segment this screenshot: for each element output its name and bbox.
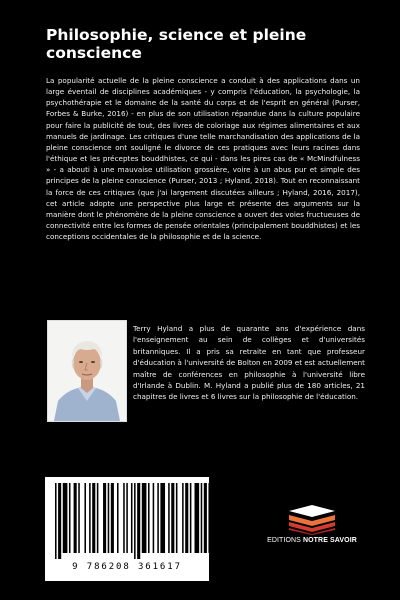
publisher-name: [257, 537, 367, 544]
barcode-bar: [148, 483, 150, 553]
barcode-bar: [84, 483, 86, 553]
barcode-bar: [176, 483, 178, 553]
barcode-bar: [78, 483, 80, 553]
isbn-number: 9 786208 361617: [72, 562, 182, 572]
barcode-bars-image: [45, 477, 209, 561]
barcode-bar: [142, 483, 147, 553]
barcode-bar: [134, 483, 136, 559]
barcode-bar: [182, 483, 184, 553]
book-stack-icon: [287, 501, 337, 535]
author-portrait-image: [48, 321, 126, 421]
barcode-bar: [168, 483, 170, 553]
barcode-bar: [58, 483, 61, 559]
book-title: Philosophie, science et pleine conscience: [46, 26, 307, 62]
publisher-prefix: EDITIONS: [267, 537, 301, 544]
publisher-logo: [257, 497, 367, 557]
barcode-bar: [97, 483, 99, 553]
barcode-bar: [89, 483, 91, 553]
barcode-bar: [131, 483, 133, 553]
barcode-bar: [108, 483, 110, 553]
barcode-bar: [69, 483, 71, 553]
barcode-bar: [63, 483, 68, 553]
barcode-bar: [208, 483, 209, 553]
book-summary: La popularité actuelle de la pleine conscience a conduit à des applications dans un large éventail de disciplines académiques - y compris l'éducation, la psychologie, la psychothérapie et le domaine de la santé du corps et de l'esprit en général (Purser, Forbes & Burke, 2016) - en plus de son utilisation répandue dans la culture populaire pour faire la publicité de tout, des livres de coloriage aux régimes alimentaires et aux manuels de jardinage. Les critiques d'une telle marchandisation des applications de la pleine conscience ont souligné le divorce de ces pratiques avec leurs racines dans l'éthique et les préceptes bouddhistes, ce qui - dans les pires cas de « McMindfulness » - a abouti à une mauvaise utilisation grossière, voire à un abus pur et simple des principes de la pleine conscience (Purser, 2013 ; Hyland, 2018). Tout en reconnaissant la force de ces critiques (que j'ai largement discutées ailleurs ; Hyland, 2016, 2017), cet article adopte une perspective plus large et présente des arguments sur la manière dont le phénomène de la pleine conscience a ouvert des voies fructueuses de connectivité entre les formes de pensée orientales (principalement bouddhistes) et les conceptions occidentales de la philosophie et de la science.: [46, 76, 360, 242]
barcode-bar: [123, 483, 125, 553]
barcode-bar: [201, 483, 203, 553]
barcode-bar: [204, 483, 207, 553]
barcode-bar: [55, 483, 57, 559]
isbn-barcode: [45, 477, 209, 581]
barcode-bar: [103, 483, 106, 553]
barcode-bar: [171, 483, 174, 553]
barcode-bar: [126, 483, 128, 553]
barcode-bar: [190, 483, 192, 553]
barcode-bar: [111, 483, 114, 553]
barcode-bar: [185, 483, 188, 553]
author-bio: Terry Hyland a plus de quarante ans d'expérience dans l'enseignement au sein de collèges et d'universités britanniques. Il a pris sa retraite en tant que professeur d'éducation à l'université de Bolton en 2009 et est actuellement maître de conférences en philosophie à l'université libre d'Irlande à Dublin. M. Hyland a publié plus de 180 articles, 21 chapitres de livres et 6 livres sur la philosophie de l'éducation.: [133, 324, 365, 402]
barcode-bar: [92, 483, 95, 553]
barcode-bar: [117, 483, 119, 553]
barcode-bar: [137, 483, 140, 559]
publisher-brand: NOTRE SAVOIR: [302, 537, 357, 544]
author-photo: [47, 320, 127, 422]
barcode-bar: [157, 483, 159, 553]
barcode-bar: [74, 483, 77, 553]
barcode-bar: [153, 483, 155, 553]
barcode-bar: [195, 483, 200, 553]
barcode-bar: [160, 483, 165, 553]
